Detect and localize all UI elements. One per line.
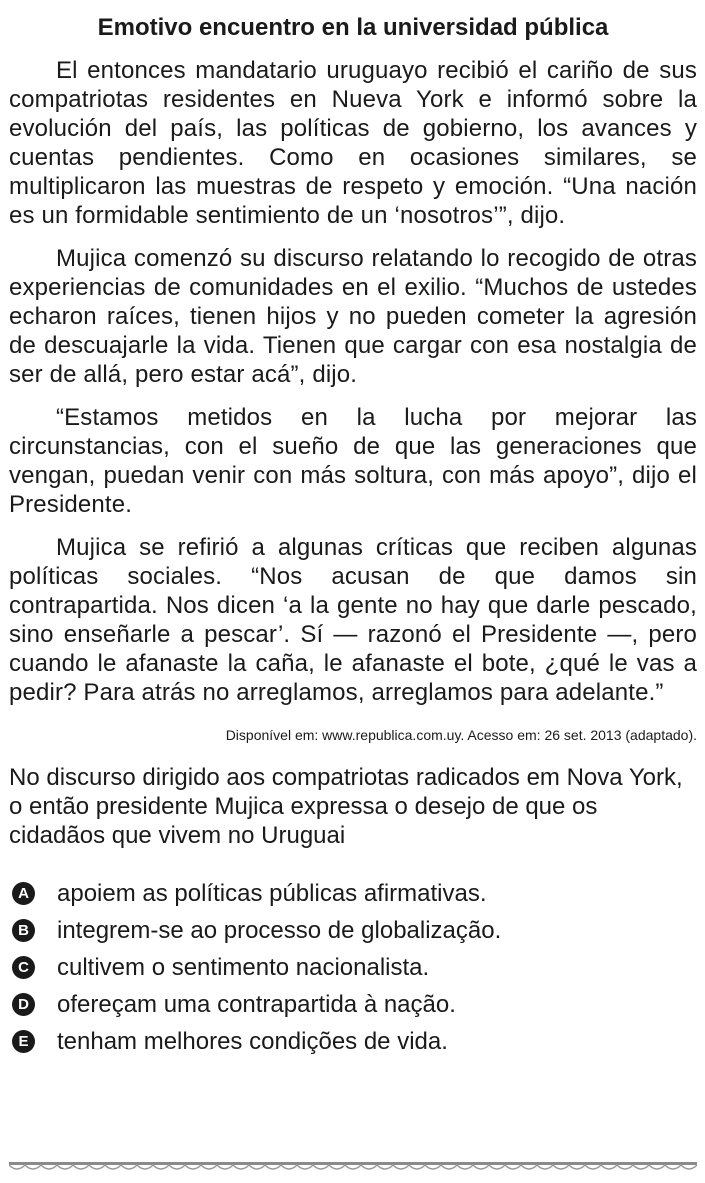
question-stem: No discurso dirigido aos compatriotas radicados em Nova York, o então presidente Mujica expressa o desejo de que os cidadãos que vivem no Uruguai: [9, 764, 683, 849]
article-paragraph-3: “Estamos metidos en la lucha por mejorar las circunstancias, con el sueño de que las generaciones que vengan, puedan venir con más soltura, con más apoyo”, dijo el Presidente.: [9, 404, 697, 518]
option-c[interactable]: [9, 949, 697, 986]
option-a-text: apoiem as políticas públicas afirmativas.: [57, 880, 487, 907]
article-paragraph-1: El entonces mandatario uruguayo recibió el cariño de sus compatriotas residentes en Nueva York e informó sobre la evolución del país, las políticas de gobierno, los avances y cuentas pendientes. Como en ocasiones similares, se multiplicaron las muestras de respeto y emoción. “Una nación es un formidable sentimiento de un ‘nosotros’”, dijo.: [9, 57, 697, 229]
option-letter-a-icon: A: [12, 882, 35, 905]
article-paragraph-2: Mujica comenzó su discurso relatando lo recogido de otras experiencias de comunidades en el exilio. “Muchos de ustedes echaron raíces, tienen hijos y no pueden cometer la agresión de descuajarle la vida. Tienen que cargar con esa nostalgia de ser de allá, pero estar acá”, dijo.: [9, 245, 697, 388]
option-d-text: ofereçam uma contrapartida à nação.: [57, 991, 456, 1018]
wave-divider: [9, 1160, 697, 1174]
option-letter-e-icon: E: [12, 1030, 35, 1053]
option-d[interactable]: [9, 986, 697, 1023]
option-b-text: integrem-se ao processo de globalização.: [57, 917, 502, 944]
exam-page: [9, 0, 697, 1060]
option-letter-d-icon: D: [12, 993, 35, 1016]
option-letter-c-icon: C: [12, 956, 35, 979]
option-a[interactable]: [9, 875, 697, 912]
option-letter-b-icon: B: [12, 919, 35, 942]
option-c-text: cultivem o sentimento nacionalista.: [57, 954, 430, 981]
source-citation: Disponível em: www.republica.com.uy. Acesso em: 26 set. 2013 (adaptado).: [225, 727, 697, 743]
article-paragraph-4: Mujica se refirió a algunas críticas que reciben algunas políticas sociales. “Nos acusan de que damos sin contrapartida. Nos dicen ‘a la gente no hay que darle pescado, sino enseñarle a pescar’. Sí — razonó el Presidente —, pero cuando le afanaste la caña, le afanaste el bote, ¿qué le vas a pedir? Para atrás no arreglamos, arreglamos para adelante.”: [9, 534, 697, 706]
answer-options: [9, 875, 697, 1060]
option-b[interactable]: [9, 912, 697, 949]
option-e-text: tenham melhores condições de vida.: [57, 1028, 448, 1055]
option-e[interactable]: [9, 1023, 697, 1060]
article-title: Emotivo encuentro en la universidad pública: [97, 14, 609, 41]
